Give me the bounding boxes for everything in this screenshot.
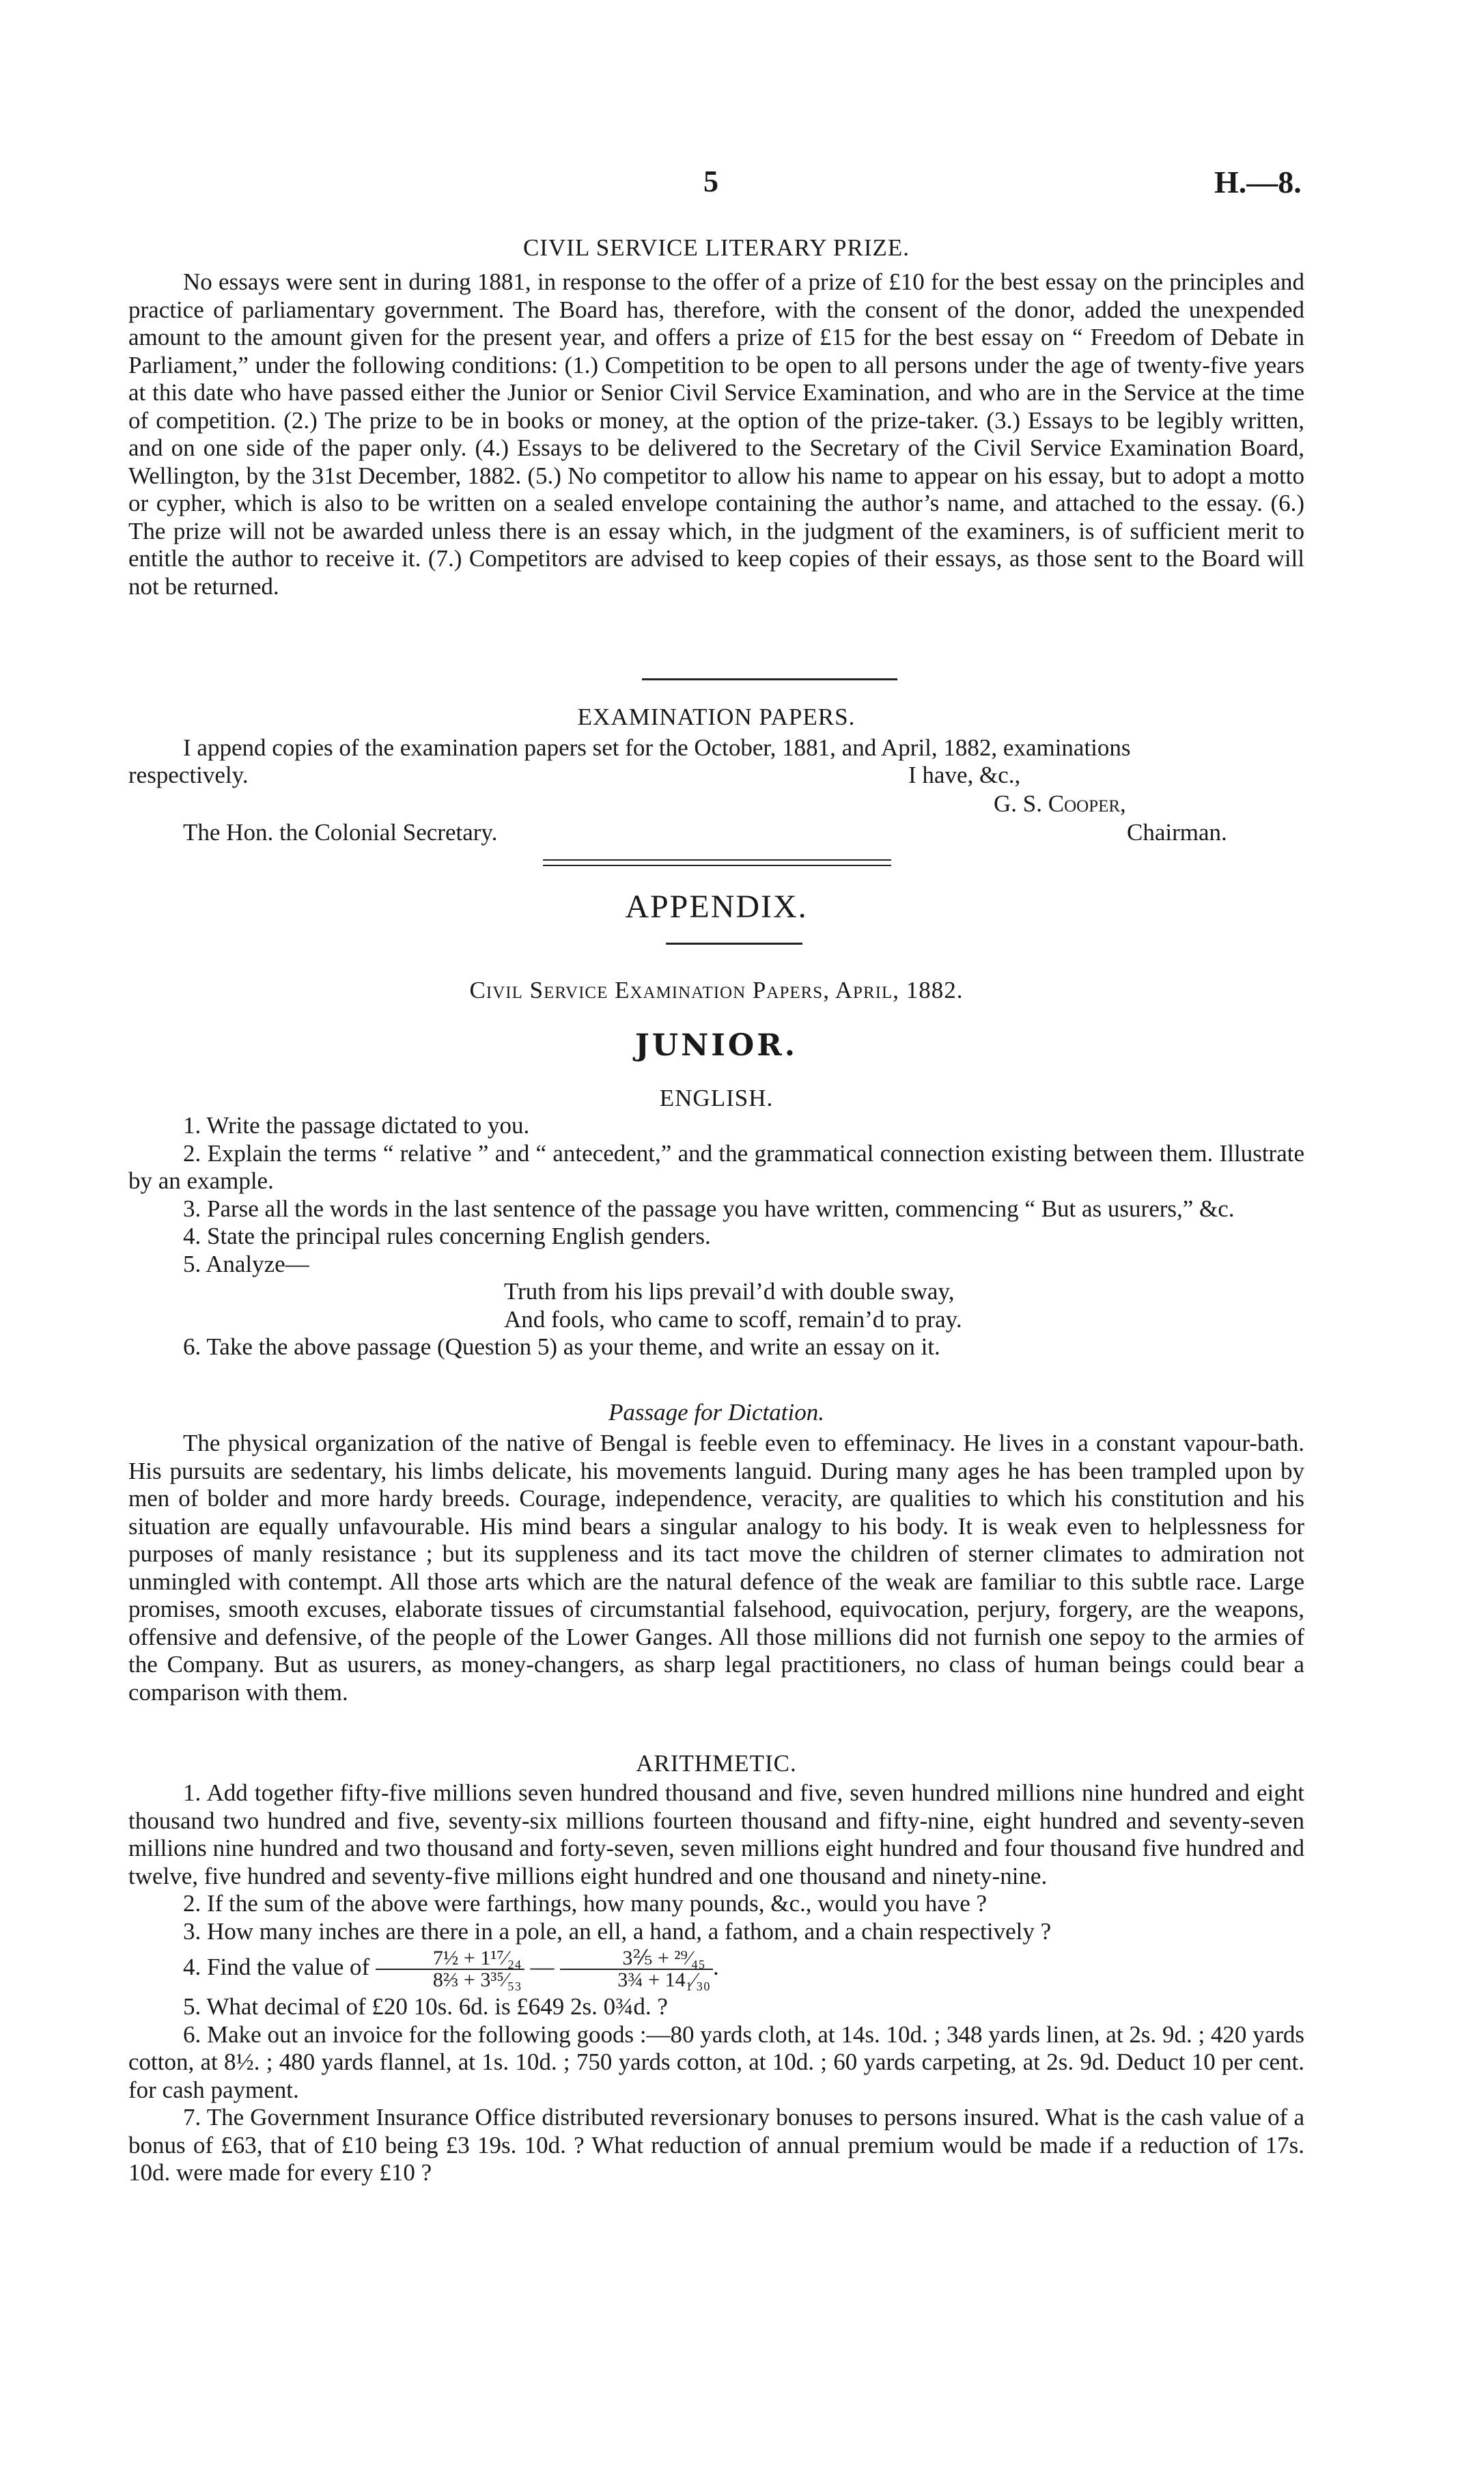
arithmetic-questions [128,1779,1304,2187]
arithmetic-question-5: 5. What decimal of £20 10s. 6d. is £649 2s. 0¾d. ? [183,1993,668,2020]
arithmetic-question-3: 3. How many inches are there in a pole, an ell, a hand, a fathom, and a chain respectively ? [183,1917,1052,1945]
section-divider [642,678,897,680]
double-rule-top [543,859,891,861]
fraction-2-denominator: 3¾ + 14₁⁄₃₀ [617,1969,711,1991]
arithmetic-heading: ARITHMETIC. [636,1750,797,1777]
exam-papers-body [128,734,1304,762]
prize-heading: CIVIL SERVICE LITERARY PRIZE. [522,234,910,261]
english-question-6: 6. Take the above passage (Question 5) as your theme, and write an essay on it. [183,1333,940,1360]
exam-papers-line: I append copies of the examination papers set for the October, 1881, and April, 1882, examinations [183,734,1131,761]
prize-text: No essays were sent in during 1881, in response to the offer of a prize of £10 for the best essay on the principles and practice of parliamentary government. The Board has, therefore, with the consent of the donor, added the unexpended amount to the amount given for the present year, and offers a prize of £15 for the best essay on “ Freedom of Debate in Parliament,” under the following conditions: (1.) Competition to be open to all persons under the age of twenty-five years at this date who have passed either the Junior or Senior Civil Service Examination, and who are in the Service at the time of competition. (2.) The prize to be in books or money, at the option of the prize-taker. (3.) Essays to be legibly written, and on one side of the paper only. (4.) Essays to be delivered to the Secretary of the Civil Service Examination Board, Wellington, by the 31st December, 1882. (5.) No competitor to allow his name to appear on his essay, but to adopt a motto or cypher, which is also to be written on a sealed envelope containing the author’s name, and attached to the essay. (6.) The prize will not be awarded unless there is an essay which, in the judgment of the examiners, is of sufficient merit to entitle the author to receive it. (7.) Competitors are advised to keep copies of their essays, as those sent to the Board will not be returned. [128,268,1304,600]
verse-line-1: Truth from his lips prevail’d with double sway, [504,1278,955,1305]
fraction-2 [560,1948,713,1990]
fraction-1-numerator: 7½ + 1¹⁷⁄₂₄ [376,1948,524,1970]
double-rule-bottom [543,865,891,866]
signatory-name: G. S. Cooper, [994,790,1126,817]
fraction-1 [376,1948,524,1990]
verse-line-2: And fools, who came to scoff, remain’d to pray. [504,1305,962,1333]
fraction-1-denominator: 8⅔ + 3³⁵⁄₅₃ [432,1969,522,1991]
arithmetic-question-6: 6. Make out an invoice for the following goods :—80 yards cloth, at 14s. 10d. ; 348 yards linen, at 2s. 9d. ; 420 yards cotton, at 8½. ; 480 yards flannel, at 1s. 10d. ; 750 yards cotton, at 10d. ; 60 yards carpeting, at 2s. 9d. Deduct 10 per cent. for cash payment. [128,2021,1304,2103]
appendix-heading: APPENDIX. [625,889,808,925]
dictation-text: The physical organization of the native of Bengal is feeble even to effeminacy. He lives in a constant vapour-bath. His pursuits are sedentary, his limbs delicate, his movements languid. During many ages he has been trampled upon by men of bolder and more hardy breeds. Courage, independence, veracity, are qualities to which his constitution and his situation are equally unfavourable. His mind bears a singular analogy to his body. It is weak even to helplessness for purposes of manly resistance ; but its suppleness and its tact move the children of sterner climates to admiration not unmingled with contempt. All those arts which are the natural defence of the weak are familiar to this subtle race. Large promises, smooth excuses, elaborate tissues of circumstantial falsehood, equivocation, perjury, forgery, are the weapons, offensive and defensive, of the people of the Lower Ganges. All those millions did not furnish one sepoy to the armies of the Company. But as usurers, as money-changers, as sharp legal practitioners, no class of human beings could bear a comparison with them. [128,1430,1304,1706]
question-4-prefix: 4. Find the value of [183,1954,370,1981]
english-question-5: 5. Analyze— [183,1250,309,1277]
junior-heading: JUNIOR. [634,1028,798,1063]
english-question-3: 3. Parse all the words in the last sentence of the passage you have written, commencing “ But as usurers,” &c. [183,1195,1235,1222]
english-heading: ENGLISH. [659,1085,774,1111]
arithmetic-question-2: 2. If the sum of the above were farthings, how many pounds, &c., would you have ? [183,1890,988,1917]
prize-paragraph [128,268,1304,600]
english-questions [128,1112,1304,1361]
arithmetic-question-1: 1. Add together fifty-five millions seven hundred thousand and five, seven hundred millions nine hundred and eight thousand two hundred and five, seventy-six millions fourteen thousand and fifty-nine, eight hundred and seventy-seven millions nine hundred and two thousand and forty-seven, seven millions eight hundred and four thousand five hundred and twelve, five hundred and seventy-five millions eight hundred and one thousand and ninety-nine. [128,1779,1304,1889]
document-reference: H.—8. [1214,165,1302,199]
minus-sign: — [530,1954,555,1981]
appendix-underline [666,943,802,945]
fraction-2-numerator: 3⅖ + ²⁹⁄₄₅ [560,1948,713,1970]
addressee: The Hon. the Colonial Secretary. [183,819,498,846]
english-question-2: 2. Explain the terms “ relative ” and “ antecedent,” and the grammatical connection existing between them. Illustrate by an example. [128,1139,1304,1194]
english-question-1: 1. Write the passage dictated to you. [183,1112,530,1139]
dictation-heading: Passage for Dictation. [608,1399,824,1426]
arithmetic-question-7: 7. The Government Insurance Office distributed reversionary bonuses to persons insured. What is the cash value of a bonus of £63, that of £10 being £3 19s. 10d. ? What reduction of annual premium would be made if a reduction of 17s. 10d. were made for every £10 ? [128,2104,1304,2186]
closing-salutation: I have, &c., [908,762,1021,788]
page-number: 5 [703,165,718,198]
exam-papers-subtitle: Civil Service Examination Papers, April, 1882. [469,977,964,1003]
period: . [713,1954,719,1981]
arithmetic-question-4 [128,1948,1304,1990]
respectively-text: respectively. [128,762,249,788]
english-question-4: 4. State the principal rules concerning English genders. [183,1223,711,1249]
signatory-title: Chairman. [1127,819,1227,846]
dictation-paragraph [128,1430,1304,1706]
exam-papers-heading: EXAMINATION PAPERS. [577,704,856,730]
